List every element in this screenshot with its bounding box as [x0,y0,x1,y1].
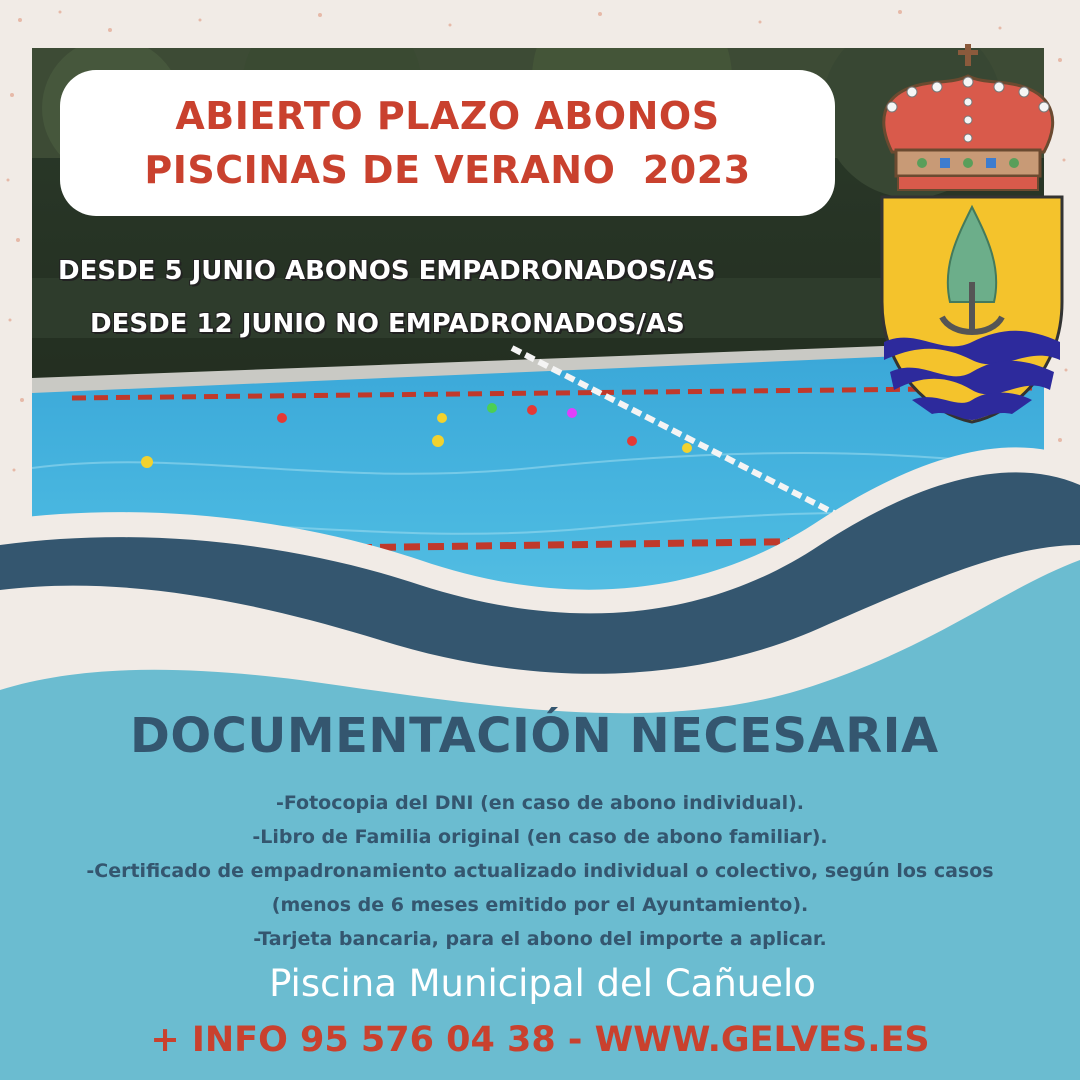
list-item: -Tarjeta bancaria, para el abono del importe a aplicar. [253,928,827,950]
list-item: -Fotocopia del DNI (en caso de abono individual). [275,792,805,814]
date-line-residents: DESDE 5 JUNIO ABONOS EMPADRONADOS/AS [58,256,716,286]
list-item: -Certificado de empadronamiento actualizado individual o colectivo, según los casos [86,860,994,882]
contact-info: + INFO 95 576 04 38 - WWW.GELVES.ES [150,1020,930,1060]
list-item: -Libro de Familia original (en caso de abono familiar). [252,826,828,848]
title-line-2: PISCINAS DE VERANO 2023 [144,148,751,192]
pool-name: Piscina Municipal del Cañuelo [269,962,816,1005]
list-item: (menos de 6 meses emitido por el Ayuntamiento). [271,894,809,916]
title-line-1: ABIERTO PLAZO ABONOS [175,94,720,138]
documentation-title: DOCUMENTACIÓN NECESARIA [130,708,939,764]
date-line-non-residents: DESDE 12 JUNIO NO EMPADRONADOS/AS [90,309,685,339]
documentation-list [20,786,1060,956]
